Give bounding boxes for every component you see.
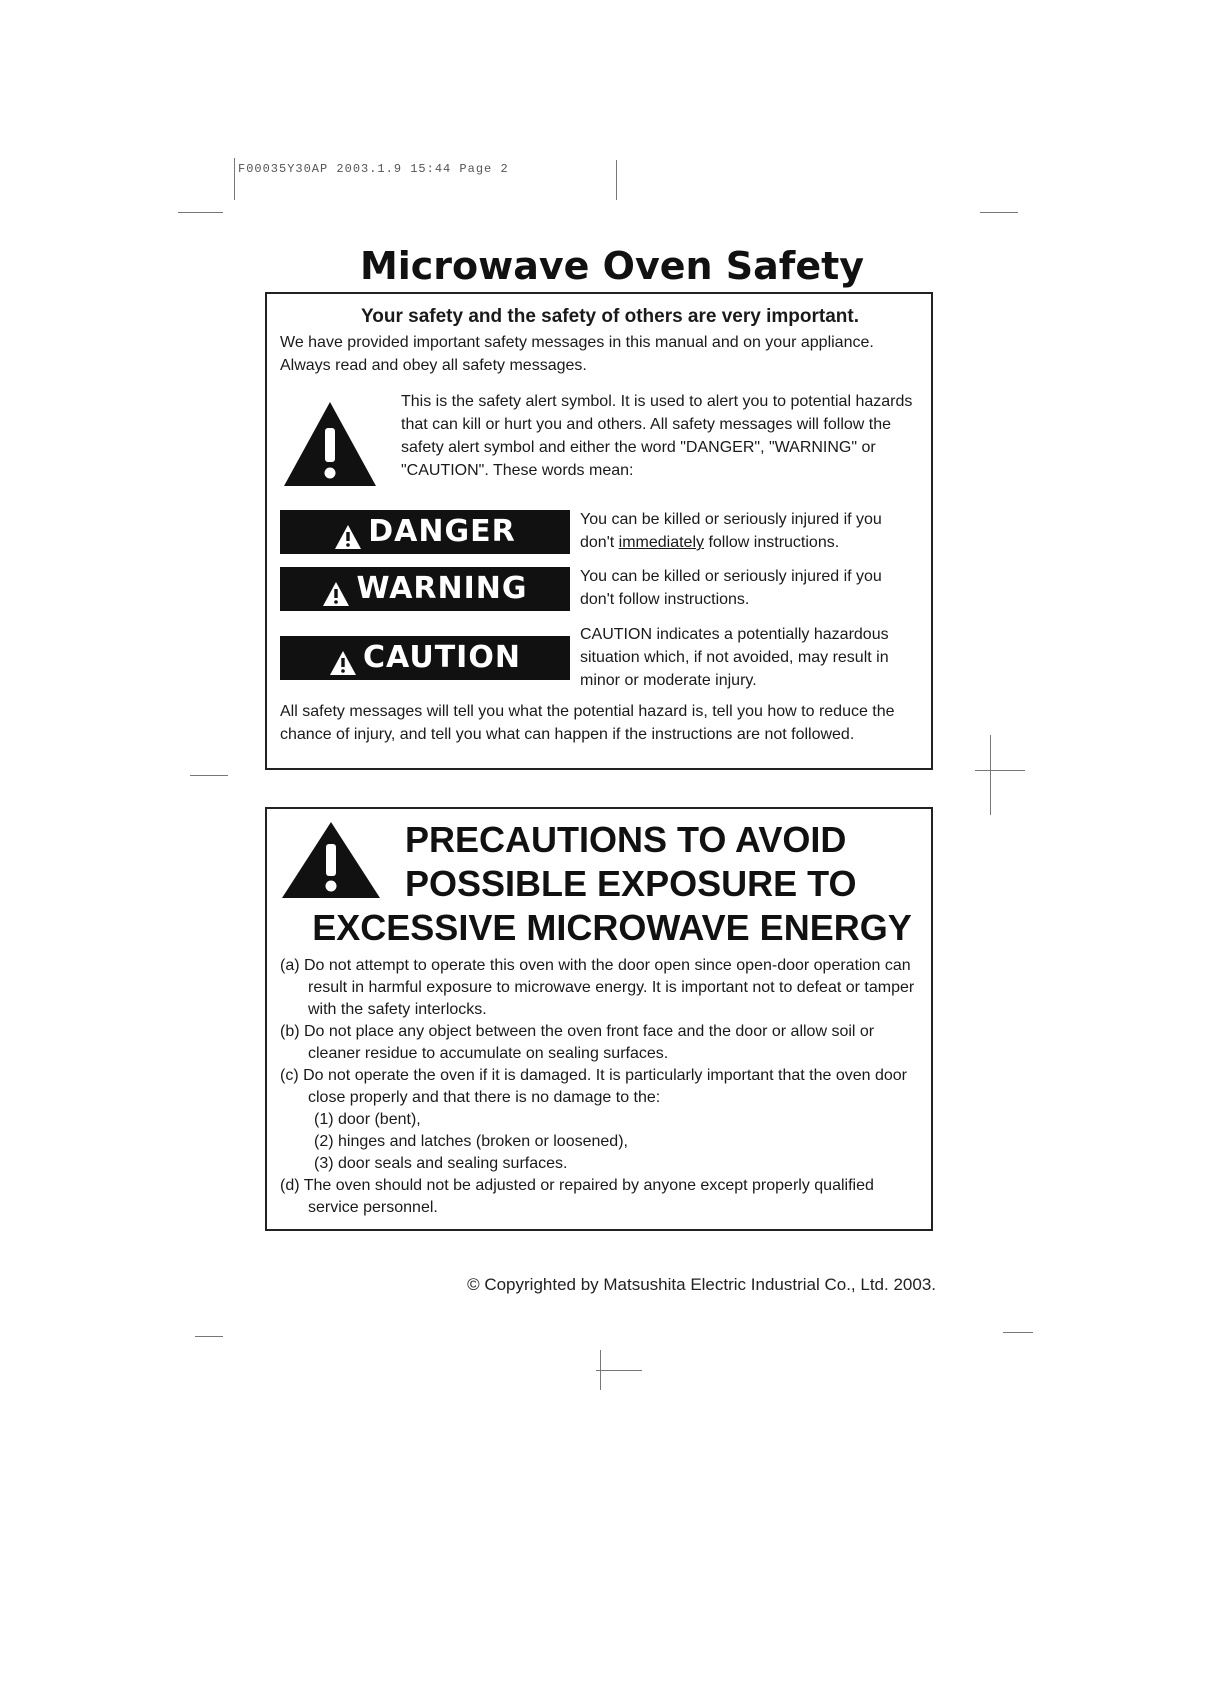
list-subitem: (1) door (bent),	[314, 1111, 421, 1128]
crop-mark	[596, 1370, 642, 1371]
list-item: (d) The oven should not be adjusted or repaired by anyone except properly qualified service personnel.	[280, 1177, 874, 1216]
safety-closing: All safety messages will tell you what the potential hazard is, tell you how to reduce the chance of injury, and tell you what can happen if the instructions are not followed.	[280, 703, 895, 743]
alert-icon	[334, 519, 362, 545]
crop-mark	[190, 775, 228, 776]
precautions-list	[280, 955, 920, 1219]
danger-desc-text-end: follow instructions.	[704, 534, 840, 551]
precautions-alert-icon	[280, 820, 382, 900]
safety-heading: Your safety and the safety of others are very important.	[360, 306, 859, 327]
immediately-emphasis: immediately	[618, 534, 704, 551]
crop-mark	[195, 1336, 223, 1337]
caution-signal	[280, 636, 570, 680]
precautions-heading-line2: POSSIBLE EXPOSURE TO	[405, 863, 857, 904]
list-subitem: (2) hinges and latches (broken or loosened),	[314, 1133, 628, 1150]
crop-mark	[990, 735, 991, 815]
crop-mark	[980, 212, 1018, 213]
list-subitem: (3) door seals and sealing surfaces.	[314, 1155, 568, 1172]
alert-icon	[329, 645, 357, 671]
alert-symbol-text: This is the safety alert symbol. It is used to alert you to potential hazards that can kill or hurt you and others. All safety messages will follow the safety alert symbol and either the word "DANGER", "WARNING" or "CAUTION". These words mean:	[401, 393, 913, 479]
crop-mark	[975, 770, 1025, 771]
copyright-notice: © Copyrighted by Matsushita Electric Industrial Co., Ltd. 2003.	[467, 1275, 936, 1294]
warning-word: WARNING	[356, 571, 528, 606]
precautions-heading-line3: EXCESSIVE MICROWAVE ENERGY	[312, 907, 912, 948]
alert-icon	[322, 576, 350, 602]
danger-description	[580, 508, 920, 554]
crop-mark	[600, 1350, 601, 1390]
safety-alert-icon	[280, 398, 380, 490]
safety-intro: We have provided important safety messages in this manual and on your appliance. Always read and obey all safety messages.	[280, 334, 874, 374]
list-item: (c) Do not operate the oven if it is damaged. It is particularly important that the oven door close properly and that there is no damage to the:	[280, 1067, 907, 1106]
crop-mark	[1003, 1332, 1033, 1333]
danger-word: DANGER	[368, 514, 516, 549]
danger-desc-text: You can be killed or seriously injured if you don't	[580, 511, 882, 551]
caution-word: CAUTION	[363, 640, 521, 675]
list-item: (a) Do not attempt to operate this oven with the door open since open-door operation can result in harmful exposure to microwave energy. It is important not to defeat or tamper with the safety interlocks.	[280, 957, 915, 1018]
warning-description: You can be killed or seriously injured if you don't follow instructions.	[580, 568, 882, 608]
page-title: Microwave Oven Safety	[359, 244, 865, 288]
danger-signal	[280, 510, 570, 554]
precautions-heading-line1: PRECAUTIONS TO AVOID	[405, 819, 847, 860]
crop-mark	[234, 158, 235, 200]
crop-mark	[616, 160, 617, 200]
caution-description: CAUTION indicates a potentially hazardous situation which, if not avoided, may result in minor or moderate injury.	[580, 626, 889, 689]
list-item: (b) Do not place any object between the oven front face and the door or allow soil or cleaner residue to accumulate on sealing surfaces.	[280, 1023, 875, 1062]
warning-signal	[280, 567, 570, 611]
print-slug: F00035Y30AP 2003.1.9 15:44 Page 2	[238, 162, 509, 176]
crop-mark	[178, 212, 223, 213]
